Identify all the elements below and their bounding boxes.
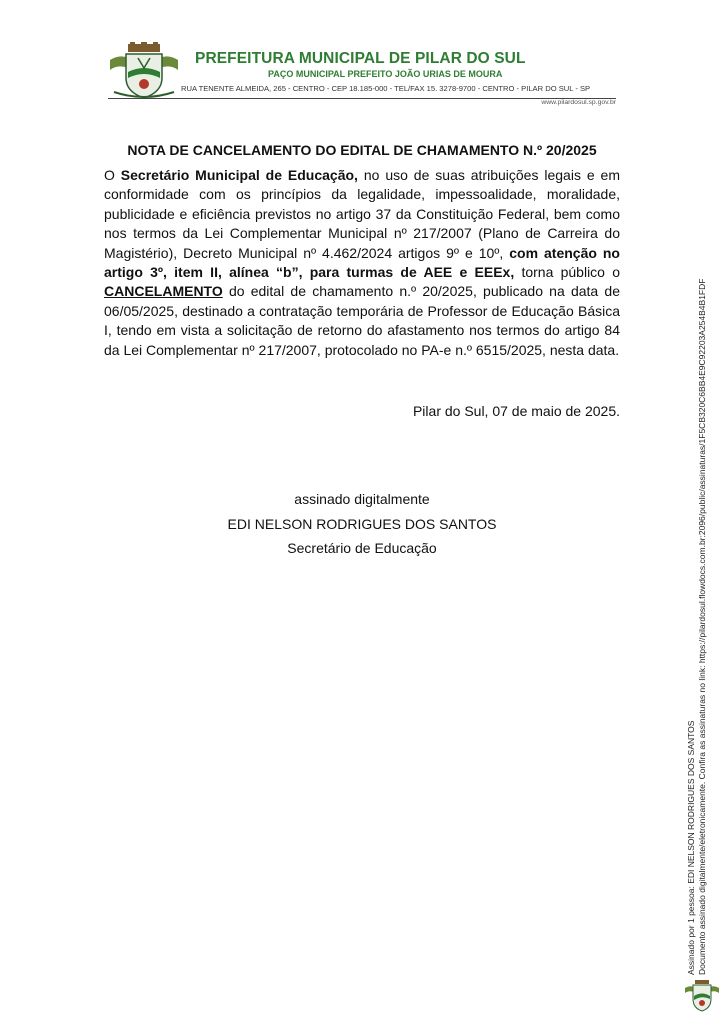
attention-bold: com atenção no artigo 3º, item II, alínea “b”, para turmas de AEE e EEEx, — [104, 244, 620, 281]
small-crest-icon — [684, 978, 720, 1014]
author-bold: Secretário Municipal de Educação, — [120, 167, 358, 183]
digital-signature-stamp — [686, 175, 708, 975]
letterhead — [108, 42, 616, 108]
cancel-bold: CANCELAMENTO — [104, 283, 223, 300]
body-paragraph — [104, 166, 620, 360]
body-part-1: no uso de suas atribuições legais e em conformidade com os princípios da legalidade, impessoalidade, moralidade, publicidade e eficiência previstos no artigo 37 da Constituição Federal, bem como nos termos da Lei Complementar Municipal nº 217/2007 (Plano de Carreira do Magistério), Decreto Municipal nº 4.462/2024 artigos 9º e 10º, — [104, 167, 620, 261]
place-date: Pilar do Sul, 07 de maio de 2025. — [412, 403, 620, 419]
letterhead-divider — [108, 98, 616, 99]
body-part-2: torna público o — [514, 264, 620, 281]
signer-role: Secretário de Educação — [287, 540, 437, 556]
stamp-line-1: Assinado por 1 pessoa: EDI NELSON RODRIGUES DOS SANTOS — [686, 720, 696, 975]
body-part-3: do edital de chamamento n.º 20/2025, publicado na data de 06/05/2025, destinado a contratação temporária de Professor de Educação Básica I, tendo em vista a solicitação de retorno do afastamento nos termos do artigo 84 da Lei Complementar nº 217/2007, protocolado no PA-e n.º 6515/2025, nesta data. — [104, 283, 620, 358]
municipality-title: PREFEITURA MUNICIPAL DE PILAR DO SUL — [195, 50, 526, 67]
document-title: NOTA DE CANCELAMENTO DO EDITAL DE CHAMAMENTO N.º 20/2025 — [127, 142, 597, 158]
municipal-crest-icon — [108, 42, 180, 100]
signature-note: assinado digitalmente — [294, 491, 430, 507]
signature-block — [104, 487, 620, 561]
municipality-address: RUA TENENTE ALMEIDA, 265 - CENTRO - CEP 18.185-000 - TEL/FAX 15. 3278-9700 - CENTRO - PILAR DO SUL - SP — [181, 84, 591, 93]
body-intro: O — [104, 167, 121, 183]
municipality-subtitle: PAÇO MUNICIPAL PREFEITO JOÃO URIAS DE MOURA — [268, 69, 503, 79]
municipality-website: www.pilardosul.sp.gov.br — [541, 99, 616, 106]
stamp-line-2: Documento assinado digitalmente/eletronicamente. Confira as assinaturas no link: https://pilardosul.flowdocs.com.br:2096/public/assinaturas/1F5CB320C6BB4E9C92203A254B4B1FDF — [697, 278, 707, 975]
signer-name: EDI NELSON RODRIGUES DOS SANTOS — [227, 515, 497, 532]
